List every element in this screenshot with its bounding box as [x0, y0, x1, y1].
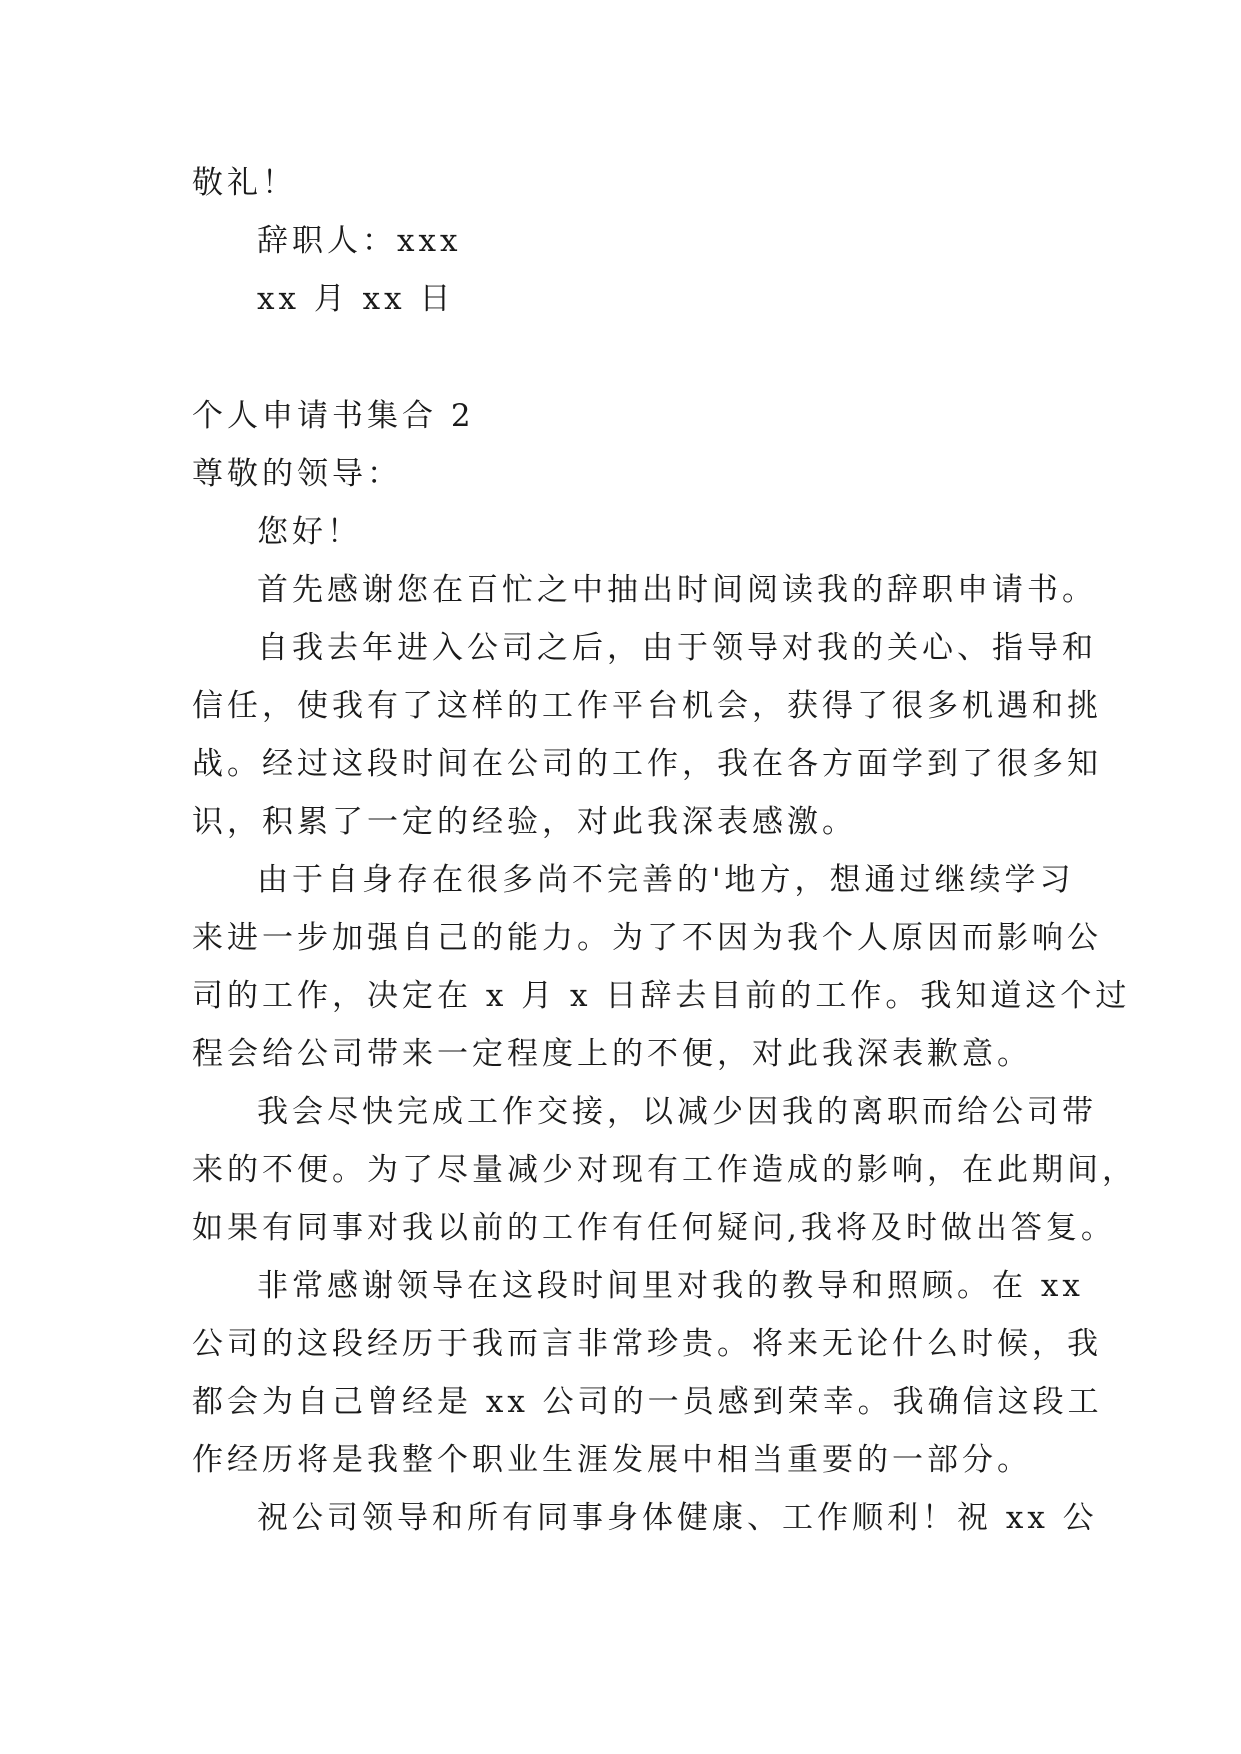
- body-line: 公司的这段经历于我而言非常珍贵。将来无论什么时候，我: [192, 1326, 1102, 1362]
- body-line: 司的工作，决定在 x 月 x 日辞去目前的工作。我知道这个过: [192, 978, 1131, 1014]
- greeting-line: 您好！: [257, 514, 362, 550]
- body-line: 来进一步加强自己的能力。为了不因为我个人原因而影响公: [192, 920, 1102, 956]
- body-line: 程会给公司带来一定程度上的不便，对此我深表歉意。: [192, 1036, 1032, 1072]
- body-line: 战。经过这段时间在公司的工作，我在各方面学到了很多知: [192, 746, 1102, 782]
- body-line: 祝公司领导和所有同事身体健康、工作顺利！祝 xx 公: [257, 1500, 1098, 1536]
- body-line: 作经历将是我整个职业生涯发展中相当重要的一部分。: [192, 1442, 1032, 1478]
- signer-line: 辞职人：xxx: [257, 223, 462, 259]
- body-line: 都会为自己曾经是 xx 公司的一员感到荣幸。我确信这段工: [192, 1384, 1103, 1420]
- body-line: 如果有同事对我以前的工作有任何疑问,我将及时做出答复。: [192, 1210, 1116, 1246]
- body-line: 来的不便。为了尽量减少对现有工作造成的影响，在此期间，: [192, 1152, 1137, 1188]
- body-line: 非常感谢领导在这段时间里对我的教导和照顾。在 xx: [257, 1268, 1084, 1304]
- body-line: 识，积累了一定的经验，对此我深表感激。: [192, 804, 857, 840]
- date-line: xx 月 xx 日: [257, 281, 455, 317]
- body-line: 我会尽快完成工作交接，以减少因我的离职而给公司带: [257, 1094, 1097, 1130]
- addressee-line: 尊敬的领导：: [192, 456, 402, 492]
- section-heading: 个人申请书集合 2: [192, 398, 475, 434]
- body-line: 首先感谢您在百忙之中抽出时间阅读我的辞职申请书。: [257, 572, 1097, 608]
- body-line: 由于自身存在很多尚不完善的'地方，想通过继续学习: [257, 862, 1075, 898]
- closing-salute: 敬礼！: [192, 165, 297, 201]
- body-line: 信任，使我有了这样的工作平台机会，获得了很多机遇和挑: [192, 688, 1102, 724]
- body-line: 自我去年进入公司之后，由于领导对我的关心、指导和: [257, 630, 1097, 666]
